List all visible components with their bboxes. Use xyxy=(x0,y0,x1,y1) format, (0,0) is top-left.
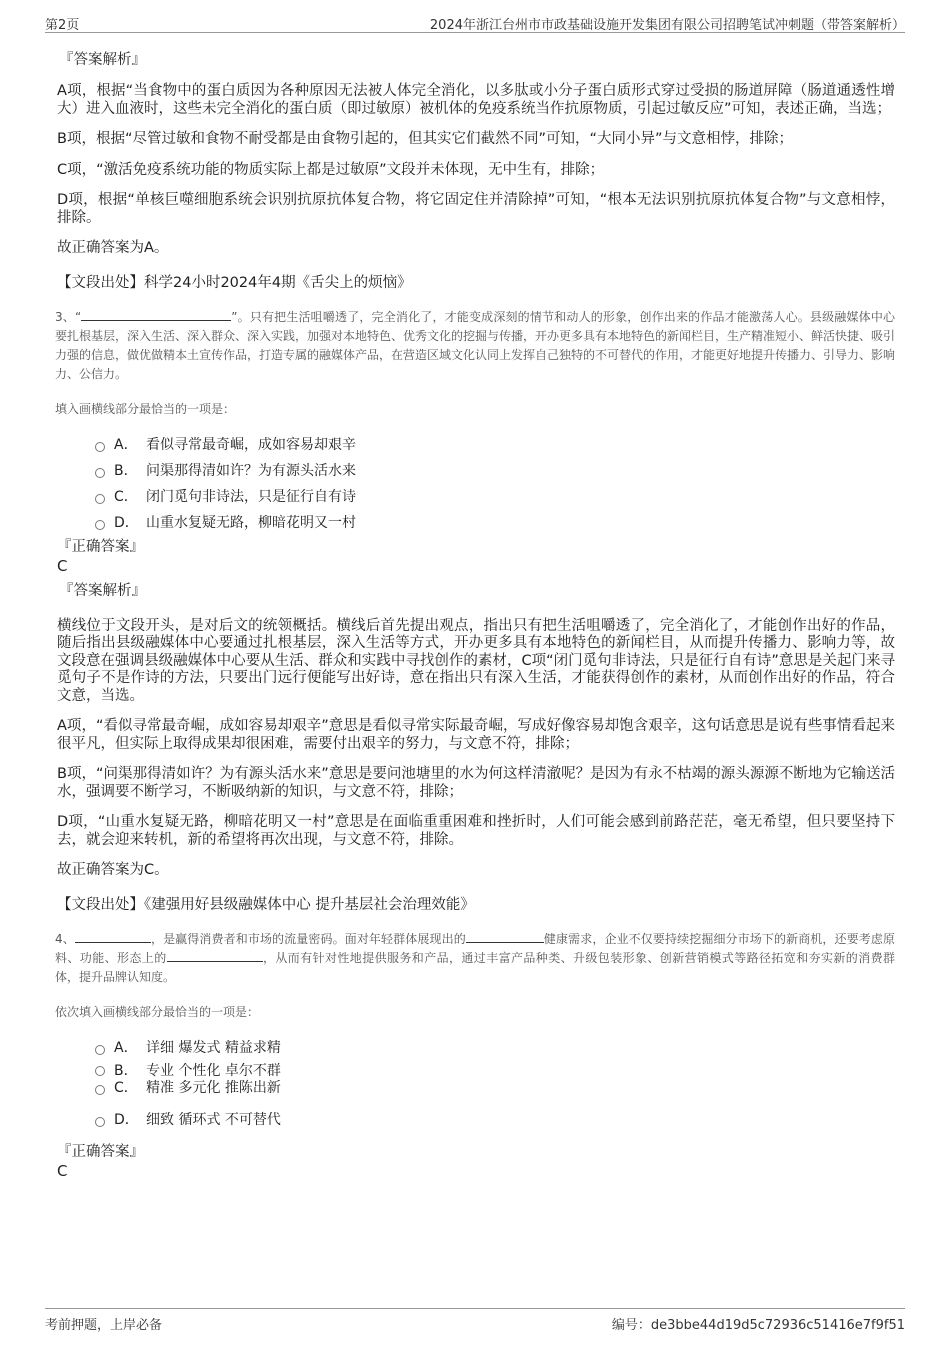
question-prompt: 依次填入画横线部分最恰当的一项是： xyxy=(55,1004,260,1019)
analysis-paragraph: C项，“激活免疫系统功能的物质实际上都是过敏原”文段并未体现，无中生有，排除； xyxy=(57,161,605,178)
question-4-stem: 4、 ，是赢得消费者和市场的流量密码。面对年轻群体展现出的 健康需求，企业不仅要持续挖掘细分市场下的新商机，还要考虑原料、功能、形态上的 ，从而有针对性地提供服务和产品，通过丰富产品种类、升级包装形象、创新营销模式等路径拓宽和夯实新的消费群体，提升品牌认知度。 xyxy=(55,931,895,984)
radio-button[interactable] xyxy=(95,1085,105,1095)
document-body xyxy=(57,40,895,1184)
question-3-stem xyxy=(55,308,895,384)
radio-button[interactable] xyxy=(95,1117,105,1127)
fill-blank xyxy=(167,949,263,962)
question-number: 4、 xyxy=(55,931,75,946)
option-a[interactable]: A． 看似寻常最奇崛，成如容易却艰辛 xyxy=(95,431,895,457)
radio-button[interactable] xyxy=(95,494,105,504)
correct-answer: C xyxy=(57,1161,68,1180)
correct-answer-label: 『正确答案』 xyxy=(57,1143,144,1160)
analysis-paragraph: A项，根据“当食物中的蛋白质因为各种原因无法被人体完全消化，以多肽或小分子蛋白质形式穿过受损的肠道屏障（肠道通透性增大）进入血液时，这些未完全消化的蛋白质（即过敏原）被机体的免疫系统当作抗原物质，引起过敏反应”可知，表述正确，当选； xyxy=(57,83,895,117)
analysis-conclusion: 故正确答案为C。 xyxy=(57,862,169,878)
question-number: 3、“ xyxy=(55,309,82,324)
question-text: ”。只有把生活咀嚼透了，完全消化了，才能变成深刻的情节和动人的形象，创作出来的作品才能激荡人心。县级融媒体中心要扎根基层，深入生活、深入群众、深入实践，加强对本地特色、优秀文化的挖掘与传播，开办更多具有本地特色的新闻栏目，生产精准短小、鲜活快捷、吸引力强的信息，做优做精本土宣传作品，打造专属的融媒体产品，在营造区域文化认同上发挥自己独特的不可替代的作用，才能更好地提升传播力、引导力、影响力、公信力。 xyxy=(55,309,896,381)
analysis-conclusion: 故正确答案为A。 xyxy=(57,240,169,256)
fill-blank xyxy=(75,930,151,943)
fill-blank xyxy=(466,930,544,943)
radio-button[interactable] xyxy=(95,1045,105,1055)
question-3-options xyxy=(95,431,895,535)
page-header xyxy=(45,10,905,33)
source-citation: 【文段出处】《建强用好县级融媒体中心 提升基层社会治理效能》 xyxy=(57,896,475,913)
page-number: 第2页 xyxy=(45,18,80,33)
question-prompt: 填入画横线部分最恰当的一项是： xyxy=(55,401,236,416)
fill-blank xyxy=(81,308,231,321)
radio-button[interactable] xyxy=(95,1066,105,1076)
option-d[interactable]: D． 山重水复疑无路，柳暗花明又一村 xyxy=(95,509,895,535)
option-b[interactable]: B． 问渠那得清如许？为有源头活水来 xyxy=(95,457,895,483)
analysis-label: 『答案解析』 xyxy=(59,582,146,599)
analysis-paragraph: A项，“看似寻常最奇崛，成如容易却艰辛”意思是看似寻常实际最奇崛，写成好像容易却饱含艰辛，这句话意思是说有些事情看起来很平凡，但实际上取得成果却很困难，需要付出艰辛的努力，与文意不符，排除； xyxy=(57,718,895,752)
option-b[interactable]: B． 专业 个性化 卓尔不群 xyxy=(95,1060,895,1074)
analysis-label: 『答案解析』 xyxy=(59,52,146,68)
radio-button[interactable] xyxy=(95,442,105,452)
analysis-paragraph: D项，“山重水复疑无路，柳暗花明又一村”意思是在面临重重困难和挫折时，人们可能会感到前路茫茫，毫无希望，但只要坚持下去，就会迎来转机，新的希望将再次出现，与文意不符，排除。 xyxy=(57,814,895,848)
question-4-options xyxy=(95,1034,895,1132)
option-c[interactable]: C． 闭门觅句非诗法，只是征行自有诗 xyxy=(95,483,895,509)
analysis-paragraph: 横线位于文段开头，是对后文的统领概括。横线后首先提出观点，指出只有把生活咀嚼透了，完全消化了，才能创作出好的作品，随后指出县级融媒体中心要通过扎根基层，深入生活等方式，开办更多具有本地特色的新闻栏目，从而提升传播力、影响力等，故文段意在强调县级融媒体中心要从生活、群众和实践中寻找创作的素材，C项“闭门觅句非诗法，只是征行自有诗”意思是关起门来寻觅句子不是作诗的方法，只要出门远行便能写出好诗，意在指出只有深入生活，才能获得创作的素材，从而创作出好的作品，符合文意，当选。 xyxy=(57,617,895,704)
footer-slogan: 考前押题，上岸必备 xyxy=(45,1318,163,1333)
radio-button[interactable] xyxy=(95,520,105,530)
analysis-paragraph: D项，根据“单核巨噬细胞系统会识别抗原抗体复合物，将它固定住并清除掉”可知，“根本无法识别抗原抗体复合物”与文意相悖，排除。 xyxy=(57,192,895,226)
option-c[interactable]: C． 精准 多元化 推陈出新 xyxy=(95,1074,895,1100)
page-footer xyxy=(45,1308,905,1333)
analysis-paragraph: B项，根据“尽管过敏和食物不耐受都是由食物引起的，但其实它们截然不同”可知，“大同小异”与文意相悖，排除； xyxy=(57,131,793,147)
option-d[interactable]: D． 细致 循环式 不可替代 xyxy=(95,1106,895,1132)
document-title: 2024年浙江台州市市政基础设施开发集团有限公司招聘笔试冲刺题（带答案解析） xyxy=(429,18,905,33)
document-code: 编号：de3bbe44d19d5c72936c51416e7f9f51 xyxy=(611,1318,905,1333)
correct-answer: C xyxy=(57,556,68,575)
correct-answer-label: 『正确答案』 xyxy=(57,538,144,555)
analysis-paragraph: B项，“问渠那得清如许？为有源头活水来”意思是要问池塘里的水为何这样清澈呢？是因为有永不枯竭的源头源源不断地为它输送活水，强调要不断学习，不断吸纳新的知识，与文意不符，排除； xyxy=(57,766,895,800)
source-citation: 【文段出处】科学24小时2024年4期《舌尖上的烦恼》 xyxy=(57,274,412,291)
option-a[interactable]: A． 详细 爆发式 精益求精 xyxy=(95,1034,895,1060)
radio-button[interactable] xyxy=(95,468,105,478)
